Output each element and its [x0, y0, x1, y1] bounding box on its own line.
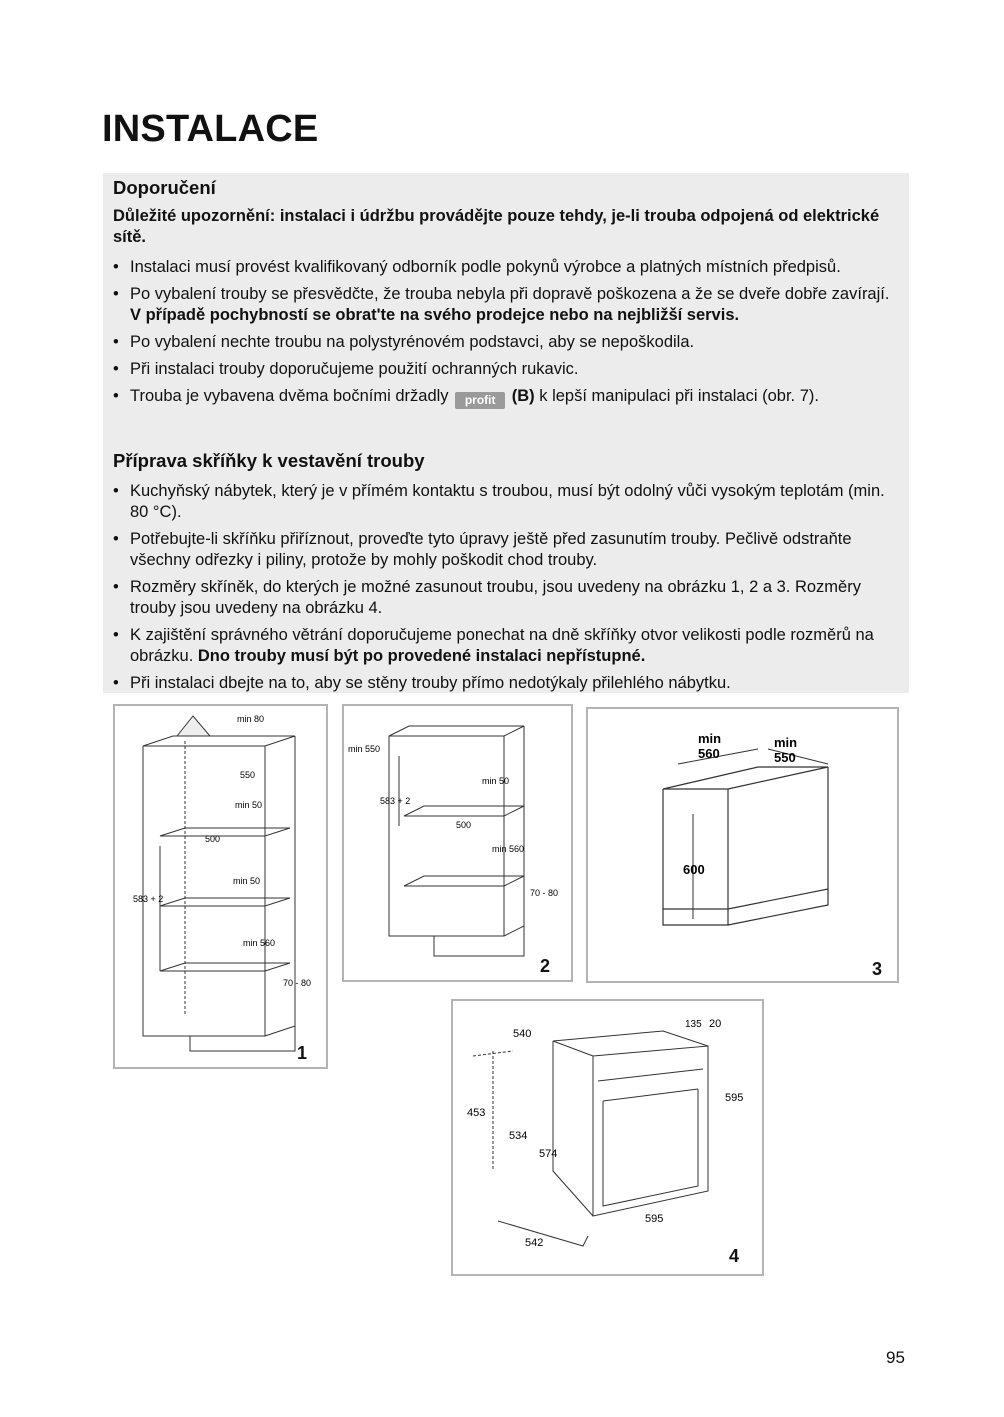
label-min-50: min 50: [235, 800, 263, 810]
label-583: 583 + 2: [133, 894, 164, 904]
figure-2-drawing: [344, 706, 575, 984]
figure-1-drawing: [115, 706, 330, 1071]
label-600: 600: [683, 862, 705, 877]
figure-4-drawing: [453, 1001, 766, 1278]
label-560: 560: [698, 746, 720, 761]
label-574: 574: [539, 1148, 558, 1160]
figure-1: [113, 704, 328, 1069]
figure-2-number: 2: [540, 956, 551, 976]
label-583: 583 + 2: [380, 796, 411, 806]
important-warning: Důležité upozornění: instalaci i údržbu provádějte pouze tehdy, je-li trouba odpojená od elektrické sítě.: [113, 207, 880, 246]
figure-4: [451, 999, 764, 1276]
label-135: 135: [685, 1019, 702, 1030]
label-min-50-lower: min 50: [233, 876, 261, 886]
list-item: • Rozměry skříněk, do kterých je možné zasunout troubu, jsou uvedeny na obrázku 1, 2 a 3. Rozměry trouby jsou uvedeny na obrázku 4.: [113, 577, 903, 619]
list-item: • Po vybalení nechte troubu na polystyrénovém podstavci, aby se nepoškodila.: [113, 332, 903, 353]
section-heading-cabinet: Příprava skříňky k vestavění trouby: [113, 450, 425, 471]
list-item: • Při instalaci trouby doporučujeme použití ochranných rukavic.: [113, 359, 903, 380]
label-min-a: min: [698, 731, 722, 746]
label-595-width: 595: [645, 1213, 664, 1225]
label-550: 550: [240, 770, 256, 780]
figure-3: [586, 707, 899, 983]
list-item: • K zajištění správného větrání doporučujeme ponechat na dně skříňky otvor velikosti podle rozměrů na obrázku. Dno trouby musí být po provedené instalaci nepřístupné.: [113, 625, 903, 667]
label-20: 20: [709, 1018, 722, 1030]
label-min-b: min: [774, 735, 798, 750]
label-595-height: 595: [725, 1092, 744, 1104]
label-540: 540: [513, 1028, 532, 1040]
profit-logo-icon: profit: [455, 392, 505, 409]
list-item: • Trouba je vybavena dvěma bočními držadly profit (B) k lepší manipulaci při instalaci (obr. 7).: [113, 386, 903, 409]
figure-3-number: 3: [872, 959, 883, 979]
label-min-50: min 50: [482, 776, 510, 786]
list-item: • Potřebujte-li skříňku přiříznout, proveďte tyto úpravy ještě před zasunutím trouby. Pečlivě odstraňte všechny odřezky i piliny, protože by mohly poškodit chod trouby.: [113, 529, 903, 571]
label-min-560: min 560: [492, 844, 525, 854]
figure-4-number: 4: [729, 1246, 740, 1266]
label-min-80: min 80: [237, 714, 265, 724]
label-70-80: 70 - 80: [530, 888, 559, 898]
figure-1-number: 1: [297, 1043, 308, 1063]
label-500: 500: [456, 820, 472, 830]
list-item: • Při instalaci dbejte na to, aby se stěny trouby přímo nedotýkaly přilehlého nábytku.: [113, 673, 903, 694]
page-number: 95: [886, 1348, 905, 1367]
list-item: • Po vybalení trouby se přesvědčte, že trouba nebyla při dopravě poškozena a že se dveře dobře zavírají. V případě pochybností se obrat'te na svého prodejce nebo na nejbližší servis.: [113, 284, 903, 326]
label-542: 542: [525, 1237, 544, 1249]
label-min-560: min 560: [243, 938, 276, 948]
list-item: • Instalaci musí provést kvalifikovaný odborník podle pokynů výrobce a platných místních předpisů.: [113, 257, 903, 278]
section-heading-recommendations: Doporučení: [113, 177, 216, 198]
list-item: • Kuchyňský nábytek, který je v přímém kontaktu s troubou, musí být odolný vůči vysokým teplotám (min. 80 °C).: [113, 481, 903, 523]
label-min-550: min 550: [348, 744, 381, 754]
recommendations-list: [113, 257, 903, 415]
label-550: 550: [774, 750, 796, 765]
label-534: 534: [509, 1130, 528, 1142]
figure-2: [342, 704, 573, 982]
figure-3-drawing: [588, 709, 901, 985]
label-70-80: 70 - 80: [283, 978, 312, 988]
label-453: 453: [467, 1107, 486, 1119]
cabinet-list: [113, 481, 903, 700]
page-title: INSTALACE: [102, 108, 319, 150]
label-500: 500: [205, 834, 221, 844]
